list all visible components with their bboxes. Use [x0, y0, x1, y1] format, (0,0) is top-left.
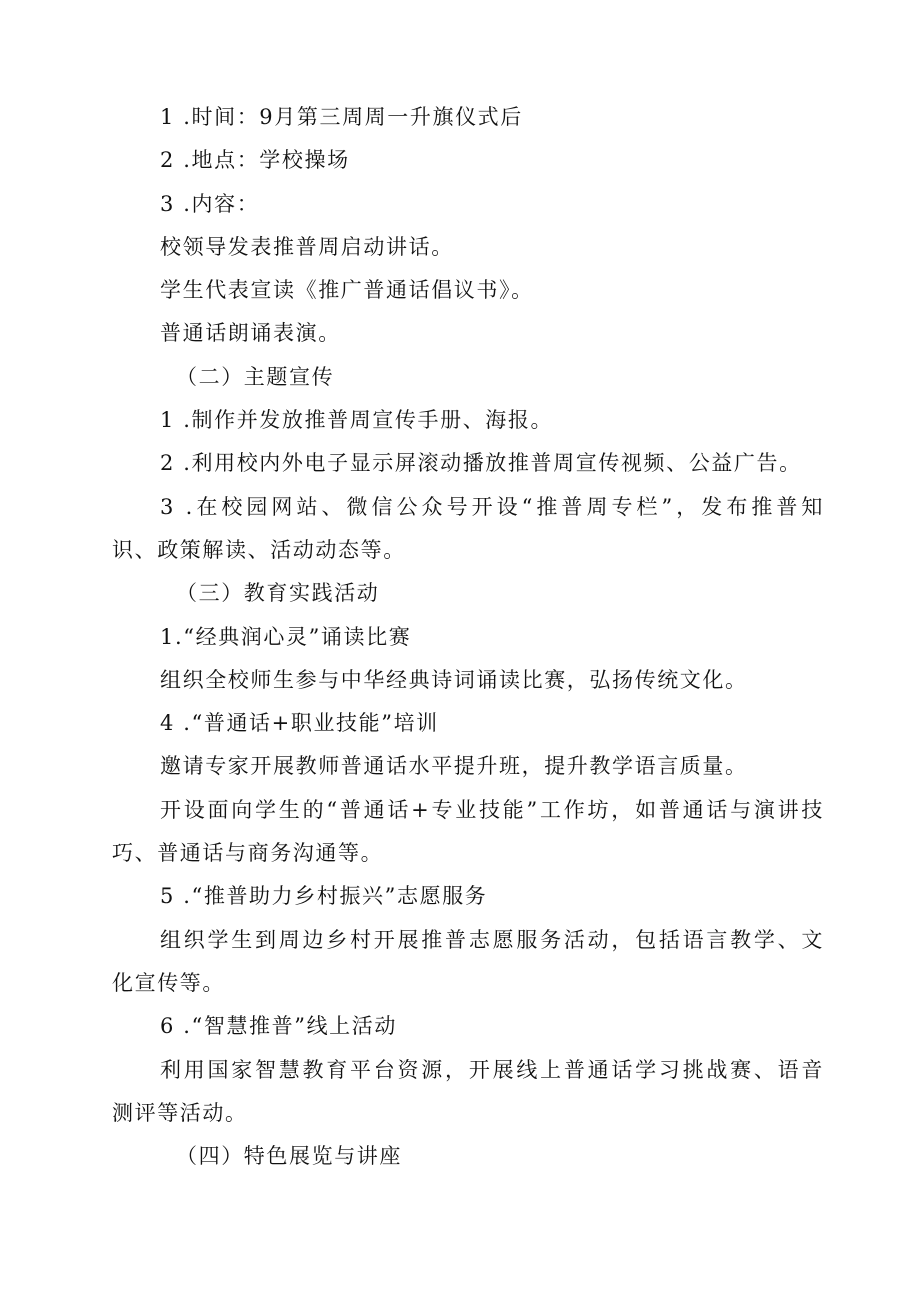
text-line: 开设面向学生的“普通话+专业技能”工作坊，如普通话与演讲技	[160, 797, 824, 822]
section-heading: （二）主题宣传	[176, 364, 335, 389]
text-line: 1.“经典润心灵”诵读比赛	[160, 624, 412, 649]
text-line: 2 .利用校内外电子显示屏滚动播放推普周宣传视频、公益广告。	[160, 451, 802, 476]
text-line-continuation: 测评等活动。	[112, 1100, 248, 1125]
text-line: 1 .制作并发放推普周宣传手册、海报。	[160, 408, 554, 433]
text-line: 5 .“推普助力乡村振兴”志愿服务	[160, 884, 488, 909]
text-line: 学生代表宣读《推广普通话倡议书》。	[160, 278, 534, 303]
text-line: 4 .“普通话+职业技能”培训	[160, 711, 439, 736]
text-line: 校领导发表推普周启动讲话。	[160, 234, 454, 259]
text-line: 6 .“智慧推普”线上活动	[160, 1014, 397, 1039]
text-line-continuation: 识、政策解读、活动动态等。	[112, 537, 406, 562]
section-heading: （三）教育实践活动	[176, 581, 380, 606]
text-line: 组织学生到周边乡村开展推普志愿服务活动，包括语言教学、文	[160, 927, 824, 952]
text-line: 1 .时间：9月第三周周一升旗仪式后	[160, 105, 523, 129]
text-line-continuation: 化宣传等。	[112, 970, 225, 995]
text-line-continuation: 巧、普通话与商务沟通等。	[112, 841, 384, 866]
text-line: 3 .在校园网站、微信公众号开设“推普周专栏”，发布推普知	[160, 494, 824, 519]
text-line: 2 .地点：学校操场	[160, 148, 350, 173]
text-line: 普通话朗诵表演。	[160, 321, 341, 346]
text-line: 邀请专家开展教师普通话水平提升班，提升教学语言质量。	[160, 754, 748, 779]
text-line: 3 .内容：	[160, 191, 260, 216]
text-line: 利用国家智慧教育平台资源，开展线上普通话学习挑战赛、语音	[160, 1057, 824, 1082]
section-heading: （四）特色展览与讲座	[176, 1144, 402, 1169]
text-line: 组织全校师生参与中华经典诗词诵读比赛，弘扬传统文化。	[160, 667, 748, 692]
